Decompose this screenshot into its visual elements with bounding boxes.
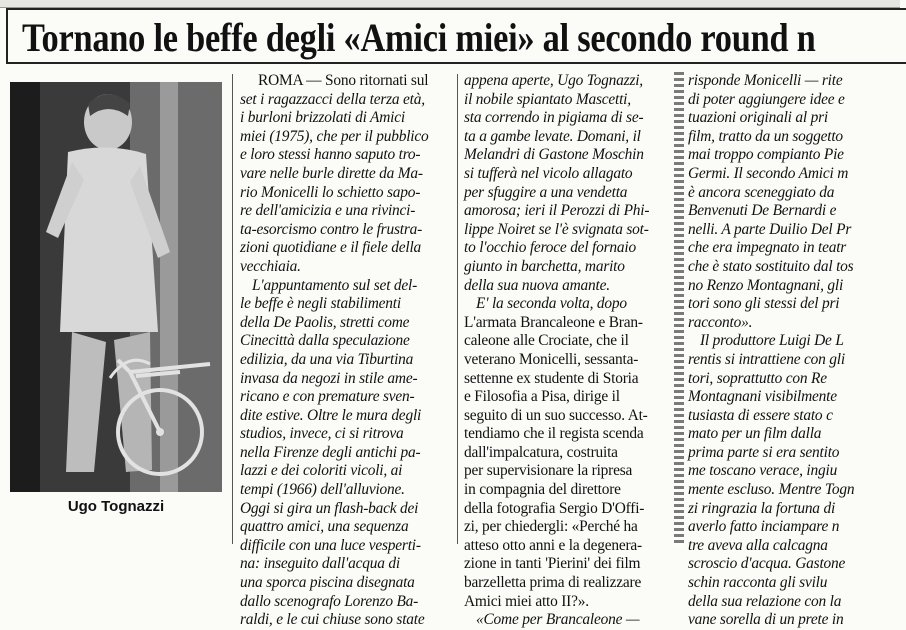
- photo-illustration: [10, 82, 222, 492]
- text-line: tempi (1966) dell'alluvione.: [240, 481, 405, 499]
- text-line: zione in tanti 'Pierini' dei film: [464, 555, 641, 573]
- text-line: re dell'amicizia e una rivinci-: [240, 202, 416, 220]
- text-line: miei (1975), che per il pubblico: [240, 127, 429, 145]
- column-rule: [232, 74, 233, 544]
- text-line: L'appuntamento sul set del-: [252, 276, 418, 294]
- text-line: giunto in barchetta, marito: [464, 257, 625, 275]
- text-line: set i ragazzacci della terza età,: [240, 90, 425, 108]
- photo-caption: Ugo Tognazzi: [67, 498, 165, 515]
- text-line: il nobile spiantato Mascetti,: [464, 90, 631, 108]
- clipped-top-strip: [0, 0, 900, 8]
- text-line: vane sorella di un prete in: [688, 611, 844, 629]
- text-line: difficile con una luce vesperti-: [240, 536, 421, 554]
- text-line: atteso otto anni e la degenera-: [464, 536, 642, 554]
- text-line: E' la seconda volta, dopo: [476, 295, 627, 313]
- text-line: settenne ex studente di Storia: [464, 369, 639, 387]
- text-line: per supervisionare la ripresa: [464, 462, 633, 480]
- text-line: Amici miei atto II?».: [464, 592, 589, 610]
- text-line: è ancora sceneggiato da: [688, 183, 835, 201]
- text-line: nelli. A parte Duilio Del Pr: [688, 220, 852, 238]
- text-line: vare nelle burle dirette da Ma-: [240, 164, 423, 182]
- text-line: Germi. Il secondo Amici m: [688, 164, 849, 182]
- text-line: rio Monicelli lo schietto sapo-: [240, 183, 421, 201]
- text-line: dite estive. Oltre le mura degli: [240, 406, 422, 424]
- text-line: che è stato sostituito dal tos: [688, 257, 854, 275]
- text-line: «Come per Brancaleone —: [476, 611, 640, 629]
- text-line: veterano Monicelli, sessanta-: [464, 350, 639, 368]
- text-line: tori, soprattutto con Re: [688, 369, 827, 387]
- text-line: dallo scenografo Lorenzo Ba-: [240, 592, 419, 610]
- text-line: barzelletta prima di realizzare: [464, 574, 642, 592]
- text-line: averlo fatto inciampare n: [688, 518, 840, 536]
- text-line: na: inseguito dall'acqua di: [240, 555, 400, 573]
- article-column-1: [240, 72, 450, 629]
- text-line: studios, invece, ci si ritrova: [240, 425, 404, 443]
- text-line: raldi, e le cui chiuse sono state: [240, 611, 425, 629]
- text-line: quattro amici, una sequenza: [240, 518, 409, 536]
- text-line: tuazioni originali al pri: [688, 109, 828, 127]
- text-line: vecchiaia.: [240, 257, 301, 275]
- text-line: tusiasta di essere stato c: [688, 406, 833, 424]
- text-line: lazzi e dei coloriti vicoli, ai: [240, 462, 403, 480]
- text-line: zi ringrazia la fortuna di: [688, 499, 836, 517]
- text-line: scroscio d'acqua. Gastone: [688, 555, 846, 573]
- text-line: prima parte si era sentito: [688, 443, 840, 461]
- headline-frame: [6, 8, 906, 64]
- text-line: film, tratto da un soggetto: [688, 127, 843, 145]
- text-line: me toscano verace, ingiu: [688, 462, 838, 480]
- text-line: della sua nuova amante.: [464, 276, 610, 294]
- text-line: di poter aggiungere idee e: [688, 90, 845, 108]
- text-line: Cinecittà dalla speculazione: [240, 332, 410, 350]
- text-line: una sporca piscina disegnata: [240, 574, 415, 592]
- text-line: amorosa; ieri il Perozzi di Phi-: [464, 202, 650, 220]
- text-line: mai troppo compianto Pie: [688, 146, 844, 164]
- text-line: Il produttore Luigi De L: [700, 332, 844, 350]
- paper-fold-mark: [674, 72, 684, 546]
- article-column-2: [464, 72, 674, 629]
- text-line: ricano e con premature sven-: [240, 388, 415, 406]
- text-line: Benvenuti De Bernardi e: [688, 202, 837, 220]
- text-line: dall'impalcatura, costruita: [464, 443, 618, 461]
- text-line: tori sono gli stessi del pri: [688, 295, 840, 313]
- text-line: sta correndo in pigiama di se-: [464, 109, 644, 127]
- text-line: racconto».: [688, 313, 753, 331]
- text-line: della sua relazione con la: [688, 592, 842, 610]
- text-line: to l'occhio feroce del fornaio: [464, 239, 636, 257]
- text-line: mente escluso. Mentre Togn: [688, 481, 855, 499]
- text-line: zi, per chiedergli: «Perché ha: [464, 518, 638, 536]
- text-line: L'armata Brancaleone e Bran-: [464, 313, 643, 331]
- text-line: che era impegnato in teatr: [688, 239, 847, 257]
- text-line: edilizia, da una via Tiburtina: [240, 350, 414, 368]
- photo-ugo-tognazzi: [10, 82, 222, 492]
- text-line: i burloni brizzolati di Amici: [240, 109, 405, 127]
- text-line: ta a gambe levate. Domani, il: [464, 127, 641, 145]
- headline: Tornano le beffe degli «Amici miei» al secondo round n: [22, 15, 816, 60]
- text-line: seguito di un suo successo. At-: [464, 406, 648, 424]
- text-line: si tufferà nel vicolo allagato: [464, 164, 633, 182]
- article-column-3: [688, 72, 900, 629]
- text-line: della De Paolis, stretti come: [240, 313, 410, 331]
- text-line: e loro stessi hanno saputo tro-: [240, 146, 421, 164]
- text-line: della fotografia Sergio D'Offi-: [464, 499, 645, 517]
- text-line: zioni quotidiane e il fiele della: [240, 239, 422, 257]
- text-line: tre aveva alla calcagna: [688, 536, 828, 554]
- text-line: lippe Noiret se l'è svignata sot-: [464, 220, 649, 238]
- text-line: in compagnia del direttore: [464, 481, 621, 499]
- text-line: per sfuggire a una vendetta: [464, 183, 628, 201]
- text-line: nella Firenze degli antichi pa-: [240, 443, 421, 461]
- text-line: mato per un film dalla: [688, 425, 822, 443]
- text-line: schin racconta gli svilu: [688, 574, 828, 592]
- text-line: caleone alle Crociate, che il: [464, 332, 629, 350]
- text-line: risponde Monicelli — rite: [688, 72, 843, 89]
- text-line: tendiamo che il regista scenda: [464, 425, 644, 443]
- text-line: Oggi si gira un flash-back dei: [240, 499, 419, 517]
- column-rule: [457, 74, 458, 544]
- text-line: e Filosofia a Pisa, dirige il: [464, 388, 620, 406]
- text-line: le beffe è negli stabilimenti: [240, 295, 401, 313]
- text-line: Montagnani visibilmente: [688, 388, 837, 406]
- text-line: ta-esorcismo contro le frustra-: [240, 220, 423, 238]
- text-line: Melandri di Gastone Moschin: [464, 146, 644, 164]
- text-line: rentis si intrattiene con gli: [688, 350, 845, 368]
- text-line: appena aperte, Ugo Tognazzi,: [464, 72, 643, 89]
- text-line: invasa da negozi in stile ame-: [240, 369, 418, 387]
- text-line: no Renzo Montagnani, gli: [688, 276, 844, 294]
- text-line: ROMA — Sono ritornati sul: [258, 72, 429, 89]
